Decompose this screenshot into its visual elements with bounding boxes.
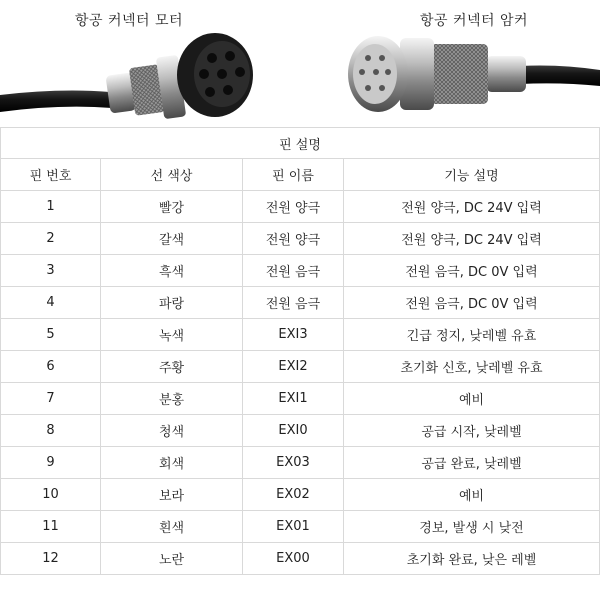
pin-name-cell: EXI2 — [243, 351, 344, 383]
male-connector-image — [0, 33, 253, 119]
table-row — [1, 543, 600, 575]
wire-color-cell: 청색 — [101, 415, 243, 447]
header-function: 기능 설명 — [344, 159, 600, 191]
pin-name-cell: 전원 음극 — [243, 287, 344, 319]
pin-name-cell: EX00 — [243, 543, 344, 575]
function-cell: 공급 시작, 낮레벨 — [344, 415, 600, 447]
pin-number-cell: 9 — [1, 447, 101, 479]
function-cell: 전원 양극, DC 24V 입력 — [344, 223, 600, 255]
pin-number-cell: 12 — [1, 543, 101, 575]
table-row — [1, 447, 600, 479]
table-title: 핀 설명 — [1, 128, 600, 159]
wire-color-cell: 회색 — [101, 447, 243, 479]
pin-number-cell: 8 — [1, 415, 101, 447]
pin-number-cell: 2 — [1, 223, 101, 255]
male-connector-caption: 항공 커넥터 모터 — [75, 13, 184, 29]
function-cell: 초기화 신호, 낮레벨 유효 — [344, 351, 600, 383]
function-cell: 초기화 완료, 낮은 레벨 — [344, 543, 600, 575]
pin-description-table — [0, 127, 600, 575]
pin-number-cell: 6 — [1, 351, 101, 383]
pin-name-cell: EXI1 — [243, 383, 344, 415]
table-row — [1, 319, 600, 351]
header-pin-number: 핀 번호 — [1, 159, 101, 191]
table-row — [1, 191, 600, 223]
connector-photo-area — [0, 0, 600, 128]
function-cell: 전원 양극, DC 24V 입력 — [344, 191, 600, 223]
female-connector-caption: 항공 커넥터 암커 — [420, 13, 529, 29]
header-wire-color: 선 색상 — [101, 159, 243, 191]
function-cell: 공급 완료, 낮레벨 — [344, 447, 600, 479]
header-pin-name: 핀 이름 — [243, 159, 344, 191]
table-row — [1, 255, 600, 287]
pin-name-cell: EXI3 — [243, 319, 344, 351]
pin-number-cell: 10 — [1, 479, 101, 511]
function-cell: 경보, 발생 시 낮전 — [344, 511, 600, 543]
wire-color-cell: 빨강 — [101, 191, 243, 223]
wire-color-cell: 흑색 — [101, 255, 243, 287]
wire-color-cell: 흰색 — [101, 511, 243, 543]
pin-name-cell: 전원 음극 — [243, 255, 344, 287]
wire-color-cell: 녹색 — [101, 319, 243, 351]
function-cell: 예비 — [344, 479, 600, 511]
function-cell: 전원 음극, DC 0V 입력 — [344, 255, 600, 287]
table-row — [1, 415, 600, 447]
pin-name-cell: EX03 — [243, 447, 344, 479]
function-cell: 긴급 정지, 낮레벨 유효 — [344, 319, 600, 351]
pin-number-cell: 1 — [1, 191, 101, 223]
wire-color-cell: 갈색 — [101, 223, 243, 255]
wire-color-cell: 노란 — [101, 543, 243, 575]
wire-color-cell: 파랑 — [101, 287, 243, 319]
pin-name-cell: 전원 양극 — [243, 223, 344, 255]
table-header-row — [1, 159, 600, 191]
pin-number-cell: 5 — [1, 319, 101, 351]
pin-name-cell: EX01 — [243, 511, 344, 543]
pin-number-cell: 11 — [1, 511, 101, 543]
pin-name-cell: EXI0 — [243, 415, 344, 447]
female-connector-image — [348, 36, 600, 112]
wire-color-cell: 주황 — [101, 351, 243, 383]
pin-name-cell: EX02 — [243, 479, 344, 511]
function-cell: 예비 — [344, 383, 600, 415]
pin-number-cell: 4 — [1, 287, 101, 319]
function-cell: 전원 음극, DC 0V 입력 — [344, 287, 600, 319]
table-row — [1, 351, 600, 383]
wire-color-cell: 분홍 — [101, 383, 243, 415]
pin-number-cell: 7 — [1, 383, 101, 415]
table-row — [1, 479, 600, 511]
table-row — [1, 223, 600, 255]
wire-color-cell: 보라 — [101, 479, 243, 511]
pin-name-cell: 전원 양극 — [243, 191, 344, 223]
table-row — [1, 287, 600, 319]
table-row — [1, 511, 600, 543]
pin-number-cell: 3 — [1, 255, 101, 287]
table-row — [1, 383, 600, 415]
